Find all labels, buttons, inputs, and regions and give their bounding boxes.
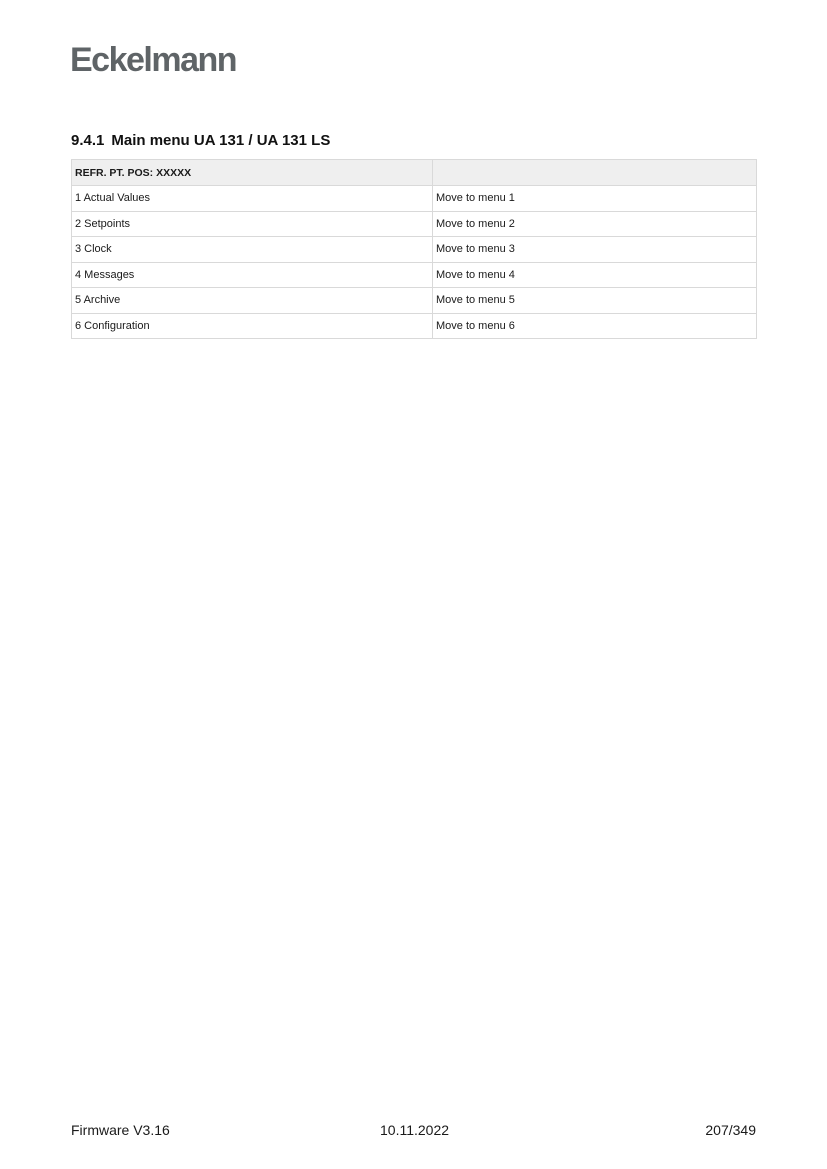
menu-item-action: Move to menu 1 [433, 186, 757, 212]
table-header-cell-empty [433, 160, 757, 186]
menu-item-action: Move to menu 4 [433, 262, 757, 288]
table-row [72, 186, 757, 212]
table-row [72, 262, 757, 288]
menu-item-action: Move to menu 2 [433, 211, 757, 237]
menu-item-label: 3 Clock [72, 237, 433, 263]
section-title: Main menu UA 131 / UA 131 LS [111, 132, 331, 149]
table-row [72, 288, 757, 314]
menu-item-label: 1 Actual Values [72, 186, 433, 212]
table-header-row [72, 160, 757, 186]
menu-item-label: 4 Messages [72, 262, 433, 288]
menu-item-action: Move to menu 5 [433, 288, 757, 314]
menu-item-label: 5 Archive [72, 288, 433, 314]
section-heading [71, 132, 330, 149]
table-header-cell-refr-pt-pos: REFR. PT. POS: XXXXX [72, 160, 433, 186]
menu-item-label: 6 Configuration [72, 313, 433, 339]
table-row [72, 313, 757, 339]
brand-logo: Eckelmann [70, 41, 237, 79]
menu-item-action: Move to menu 6 [433, 313, 757, 339]
footer-page-number: 207/349 [705, 1122, 756, 1138]
footer-date: 10.11.2022 [380, 1122, 450, 1138]
menu-item-action: Move to menu 3 [433, 237, 757, 263]
section-number: 9.4.1 [71, 132, 105, 149]
footer-firmware-version: Firmware V3.16 [71, 1122, 170, 1138]
table-row [72, 211, 757, 237]
menu-item-label: 2 Setpoints [72, 211, 433, 237]
main-menu-table [71, 159, 757, 339]
table-row [72, 237, 757, 263]
